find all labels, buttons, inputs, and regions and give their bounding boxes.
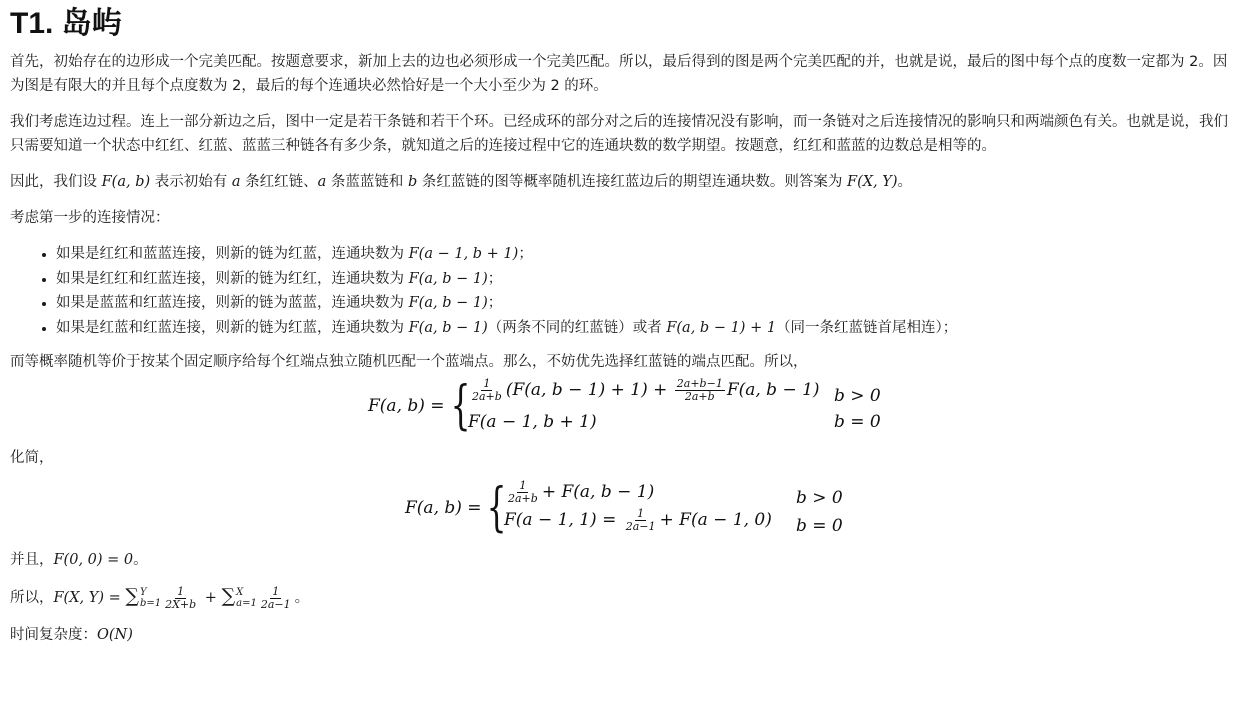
- text: 如果是蓝蓝和红蓝连接，则新的链为蓝蓝，连通块数为: [56, 295, 409, 311]
- text: 条蓝蓝链和: [326, 174, 408, 190]
- text: 如果是红蓝和红蓝连接，则新的链为红蓝，连通块数为: [56, 319, 409, 336]
- text: 。: [133, 552, 148, 568]
- list-item: [56, 242, 1232, 267]
- math-inline: F(X, Y) = ∑ Y b=1 $\frac{1}{2X+b}$ + ∑ X a=1 $\frac{1}{2a-1}$: [53, 584, 291, 611]
- math-inline: F(a − 1, b + 1): [408, 246, 519, 262]
- math-inline: F(a, b): [101, 174, 151, 190]
- equation-row-2: F(a − 1, 1) = $\frac{1}{2a-1}$ + F(a − 1, 0): [504, 507, 772, 533]
- equation-row-1: $\frac{1}{2a+b}$ (F(a, b − 1) + 1) + $\frac{2a+b-1}{2a+b}$ F(a, b − 1): [472, 377, 820, 403]
- text: 。: [294, 590, 310, 606]
- math-inline: F(a, b − 1): [408, 319, 488, 336]
- text: （两条不同的红蓝链）或者: [487, 319, 667, 336]
- list-item: [56, 316, 1232, 341]
- math-inline: a: [231, 174, 241, 190]
- math-inline: b: [408, 174, 418, 190]
- text: 。: [897, 174, 913, 190]
- text: ；: [518, 246, 533, 262]
- math-inline: F(a, b − 1): [408, 270, 488, 287]
- list-item: [56, 267, 1232, 292]
- math-inline: O(N): [97, 626, 133, 643]
- equation-cond-1: b > 0: [834, 386, 881, 406]
- equation-row-2: F(a − 1, b + 1): [468, 412, 597, 432]
- equation-2: [10, 474, 1232, 544]
- brace: {: [486, 478, 507, 538]
- math-inline: F(0, 0) = 0: [53, 552, 134, 568]
- paragraph-1: 首先，初始存在的边形成一个完美匹配。按题意要求，新加上去的边也必须形成一个完美匹配。所以，最后得到的图是两个完美匹配的并，也就是说，最后的图中每个点的度数一定都为 2。因为图是有限大的并且每个点度数为 2，最后的每个连通块必然恰好是一个大小至少为 2 的环。: [10, 54, 1228, 94]
- page-title: T1. 岛屿: [10, 7, 122, 40]
- paragraph-6: 化简，: [10, 450, 54, 466]
- math-inline: a: [317, 174, 327, 190]
- paragraph-7: [10, 548, 1232, 572]
- text: 因此，我们设: [10, 174, 102, 190]
- equation-lhs: F(a, b) =: [405, 498, 482, 518]
- brace: {: [450, 376, 471, 436]
- text: 如果是红红和蓝蓝连接，则新的链为红蓝，连通块数为: [56, 246, 409, 262]
- paragraph-8: [10, 584, 1232, 611]
- paragraph-2: 我们考虑连边过程。连上一部分新边之后，图中一定是若干条链和若干个环。已经成环的部分对之后的连接情况没有影响，而一条链对之后连接情况的影响只和两端颜色有关。也就是说，我们只需要知道一个状态中红红、红蓝、蓝蓝三种链各有多少条，就知道之后的连接过程中它的连通块数的数学期望。按题意，红红和蓝蓝的边数总是相等的。: [10, 114, 1228, 154]
- text: ；: [487, 270, 503, 287]
- text: ；: [487, 295, 503, 311]
- paragraph-3: [10, 170, 1232, 194]
- text: （同一条红蓝链首尾相连）；: [776, 319, 958, 336]
- case-list: [10, 242, 1232, 340]
- list-item: [56, 291, 1232, 316]
- text: 如果是红红和红蓝连接，则新的链为红红，连通块数为: [56, 270, 409, 287]
- paragraph-9: [10, 623, 1232, 647]
- equation-row-1: $\frac{1}{2a+b}$ + F(a, b − 1): [508, 479, 655, 505]
- text: 表示初始有: [150, 174, 232, 190]
- text: 并且，: [10, 552, 54, 568]
- equation-1: [10, 376, 1232, 438]
- equation-cond-1: b > 0: [796, 488, 843, 508]
- equation-lhs: F(a, b) =: [368, 396, 445, 416]
- math-inline: F(a, b − 1) + 1: [666, 319, 777, 336]
- paragraph-4: 考虑第一步的连接情况：: [10, 210, 170, 226]
- math-inline: F(X, Y): [847, 174, 898, 190]
- text: 条红红链、: [240, 174, 318, 190]
- paragraph-5: 而等概率随机等价于按某个固定顺序给每个红端点独立随机匹配一个蓝端点。那么，不妨优先选择红蓝链的端点匹配。所以，: [10, 354, 808, 370]
- text: 条红蓝链的图等概率随机连接红蓝边后的期望连通块数。则答案为: [417, 174, 848, 190]
- equation-cond-2: b = 0: [834, 412, 881, 432]
- math-inline: F(a, b − 1): [408, 295, 488, 311]
- equation-cond-2: b = 0: [796, 516, 843, 536]
- text: 所以，: [10, 590, 54, 606]
- text: 时间复杂度：: [10, 626, 97, 643]
